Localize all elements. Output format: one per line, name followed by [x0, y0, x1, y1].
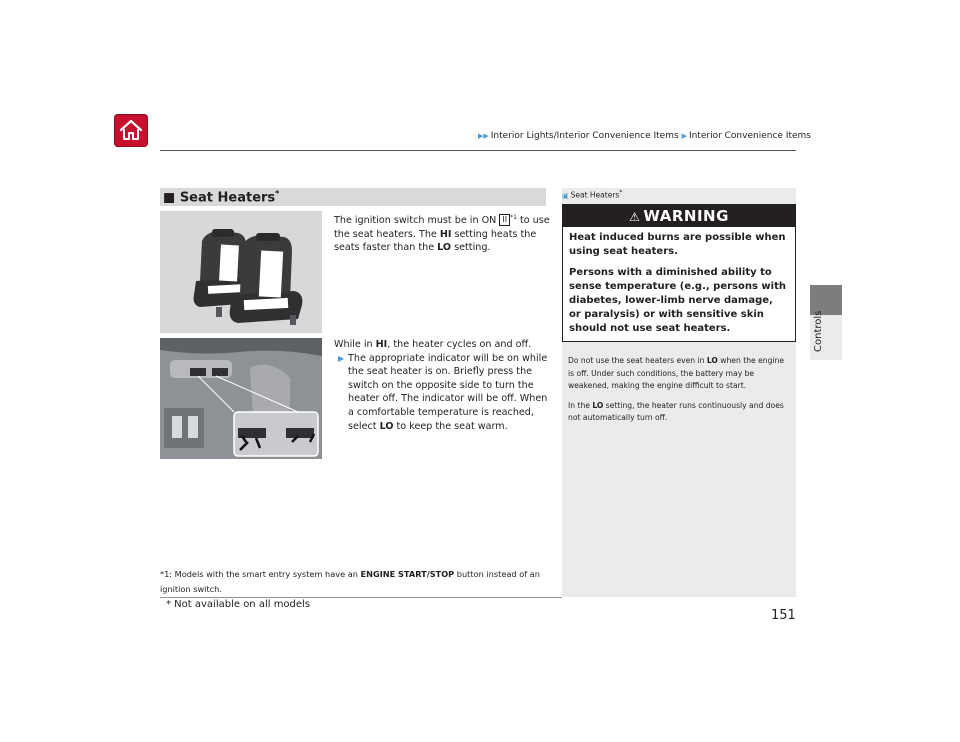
footnote-smart-entry — [160, 567, 550, 597]
lo-setting-label: LO — [592, 400, 604, 410]
section-heading-bar — [160, 188, 546, 206]
page-number: 151 — [771, 608, 796, 623]
breadcrumb-arrow-icon: ▶▶ — [478, 132, 489, 140]
para1-text-c: setting heats the seats faster than the — [334, 228, 537, 254]
note-engine-off — [568, 355, 790, 393]
ignition-position-key: II — [499, 214, 510, 226]
section-title-marker: * — [275, 189, 280, 198]
lo-setting-label: LO — [706, 356, 718, 365]
hi-setting-label: HI — [439, 228, 452, 240]
engine-start-stop-label: ENGINE START/STOP — [360, 569, 455, 579]
home-icon — [119, 119, 143, 142]
lo-setting-label: LO — [437, 242, 452, 254]
warning-burn-text: Heat induced burns are possible when using seat heaters. — [569, 232, 786, 257]
breadcrumb-current: Interior Convenience Items — [688, 131, 811, 141]
notes-heading — [562, 189, 622, 200]
footer-divider — [160, 597, 562, 598]
hi-cycle-paragraph — [334, 338, 550, 433]
para1-text-d: setting. — [451, 242, 491, 254]
section-title: ■ Seat Heaters* — [163, 189, 280, 206]
notes-heading-text: Seat Heaters — [570, 190, 620, 200]
lo-setting-label: LO — [379, 420, 394, 432]
note-lo-continuous — [568, 400, 790, 425]
seat-heater-switch-photo — [160, 338, 322, 459]
indicator-subparagraph — [334, 352, 550, 434]
breadcrumb-link-interior-lights[interactable]: Interior Lights/Interior Convenience Items — [490, 131, 679, 141]
not-available-note: * Not available on all models — [166, 599, 311, 610]
breadcrumb — [478, 131, 811, 141]
notes-link-icon: ▣ — [562, 191, 569, 200]
ignition-requirement-paragraph — [334, 211, 550, 255]
para1-text-a: The ignition switch must be in ON — [334, 215, 500, 227]
para1-text-b: to use the seat heaters. The — [334, 215, 550, 240]
note2-text-b: setting, the heater runs continuously and does not automatically turn off. — [568, 400, 784, 422]
note1-text-a: Do not use the seat heaters even in — [568, 356, 707, 365]
warning-triangle-icon: ⚠ — [629, 210, 641, 224]
sub-text-b: to keep the seat warm. — [393, 420, 508, 432]
notes-body — [568, 355, 790, 425]
header-divider — [160, 150, 796, 151]
note1-text-b: when the engine is off. Under such conditions, the battery may be weakened, making the engine difficult to start. — [568, 356, 784, 390]
para2-text-a: While in — [334, 339, 376, 350]
footnote-ref[interactable]: *1 — [510, 214, 517, 221]
warning-persons-text: Persons with a diminished ability to sense temperature (e.g., persons with diabetes, lower-limb nerve damage, or paralysis) or with sensitive skin should not use seat heaters. — [569, 267, 786, 334]
footnote-text-c: button instead of an ignition switch. — [160, 569, 540, 594]
seat-heater-illustration — [160, 211, 322, 333]
footnote-text-a: *1: Models with the smart entry system have an — [160, 569, 361, 579]
sub-text-a: The appropriate indicator will be on while the seat heater is on. Briefly press the switch on the opposite side to turn the heater off. The indicator will be off. When a comfortable temperature is reached, select — [348, 352, 548, 432]
sub-arrow-icon: ▶ — [338, 353, 345, 363]
notes-heading-marker: * — [619, 189, 623, 196]
warning-title: WARNING — [643, 207, 729, 225]
para2-text-b: , the heater cycles on and off. — [387, 339, 532, 350]
warning-box — [562, 204, 796, 342]
home-button[interactable] — [114, 114, 148, 147]
warning-text — [563, 227, 795, 336]
hi-setting-label: HI — [375, 339, 388, 350]
breadcrumb-arrow-icon: ▶ — [681, 132, 687, 140]
warning-header — [563, 205, 795, 227]
chapter-tab-label[interactable]: Controls — [813, 310, 824, 352]
note2-text-a: In the — [568, 400, 593, 410]
section-title-text: Seat Heaters — [179, 190, 276, 206]
